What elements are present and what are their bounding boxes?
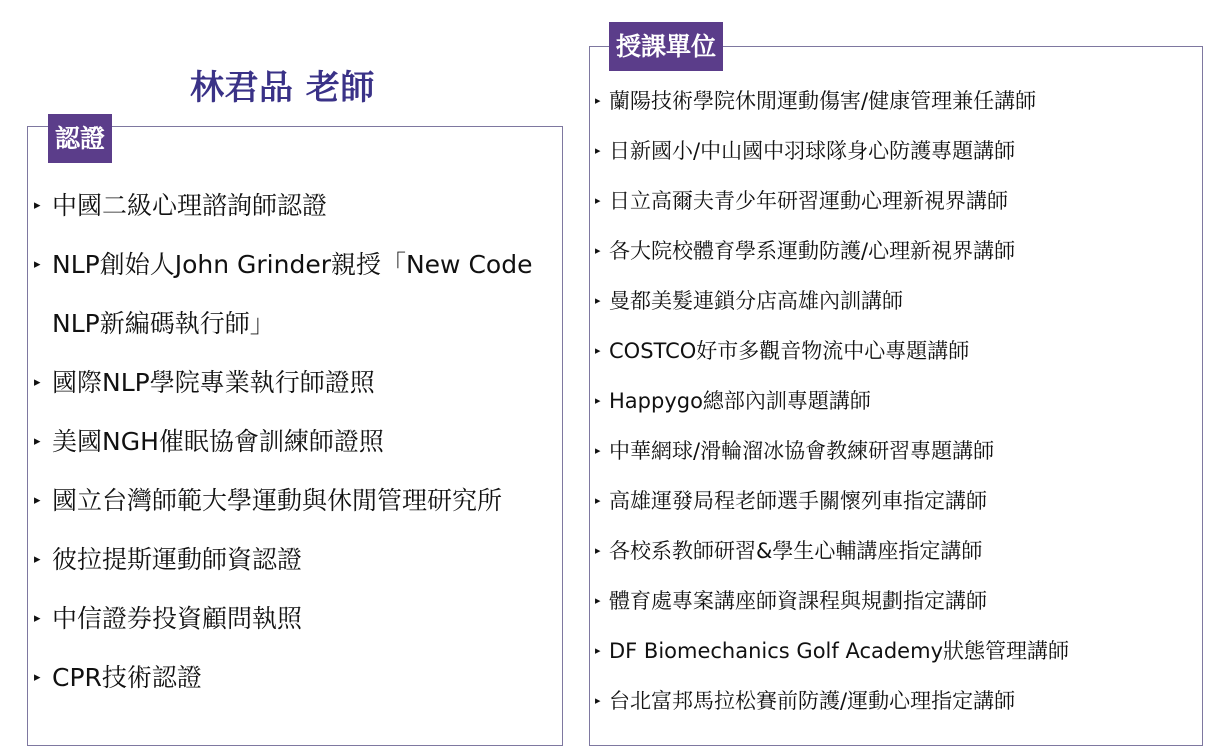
teaching-unit-text: 各大院校體育學系運動防護/心理新視界講師 [609, 239, 1016, 263]
certification-item [34, 648, 558, 707]
teaching-unit-item [595, 576, 1201, 626]
certifications-heading: 認證 [48, 114, 112, 163]
teaching-unit-text: 體育處專案講座師資課程與規劃指定講師 [609, 589, 987, 613]
teaching-unit-item [595, 76, 1201, 126]
bullet-icon: ▸ [34, 552, 41, 567]
bullet-icon: ▸ [34, 434, 41, 449]
teaching-unit-text: Happygo總部內訓專題講師 [609, 389, 871, 413]
teaching-units-heading: 授課單位 [609, 22, 723, 71]
bullet-icon: ▸ [34, 670, 41, 685]
teaching-unit-text: DF Biomechanics Golf Academy狀態管理講師 [609, 639, 1069, 663]
bullet-icon: ▸ [34, 198, 41, 213]
teaching-unit-item [595, 176, 1201, 226]
certification-text: 彼拉提斯運動師資認證 [52, 545, 303, 574]
bullet-icon: ▸ [595, 544, 601, 557]
bullet-icon: ▸ [595, 644, 601, 657]
teaching-unit-item [595, 276, 1201, 326]
teaching-unit-text: 中華網球/滑輪溜冰協會教練研習專題講師 [609, 439, 995, 463]
bullet-icon: ▸ [595, 244, 601, 257]
bullet-icon: ▸ [34, 493, 41, 508]
bullet-icon: ▸ [595, 444, 601, 457]
certification-text: CPR技術認證 [52, 663, 202, 692]
bullet-icon: ▸ [595, 94, 601, 107]
teaching-unit-item [595, 526, 1201, 576]
bullet-icon: ▸ [595, 594, 601, 607]
teaching-unit-item [595, 226, 1201, 276]
bullet-icon: ▸ [595, 144, 601, 157]
teacher-name: 林君品 老師 [190, 68, 375, 108]
teaching-unit-text: 各校系教師研習&學生心輔講座指定講師 [609, 539, 983, 563]
bullet-icon: ▸ [595, 194, 601, 207]
certifications-list [34, 176, 558, 707]
teaching-units-list [595, 76, 1201, 726]
certification-item [34, 412, 558, 471]
certification-text: 美國NGH催眠協會訓練師證照 [52, 427, 384, 456]
teaching-unit-item [595, 626, 1201, 676]
bullet-icon: ▸ [34, 611, 41, 626]
bullet-icon: ▸ [595, 394, 601, 407]
teaching-unit-text: 台北富邦馬拉松賽前防護/運動心理指定講師 [609, 689, 1016, 713]
teaching-unit-item [595, 426, 1201, 476]
teaching-unit-item [595, 126, 1201, 176]
certification-item [34, 235, 558, 353]
certification-item [34, 589, 558, 648]
certification-text: 中信證券投資顧問執照 [52, 604, 303, 633]
bullet-icon: ▸ [595, 294, 601, 307]
bullet-icon: ▸ [34, 375, 41, 390]
teaching-unit-text: 蘭陽技術學院休閒運動傷害/健康管理兼任講師 [609, 89, 1037, 113]
certification-text: 國立台灣師範大學運動與休閒管理研究所 [52, 486, 503, 515]
bullet-icon: ▸ [34, 257, 41, 272]
certification-item [34, 176, 558, 235]
certification-item [34, 353, 558, 412]
teaching-unit-text: COSTCO好市多觀音物流中心專題講師 [609, 339, 970, 363]
certification-text: 中國二級心理諮詢師認證 [52, 191, 328, 220]
certification-text: NLP創始人John Grinder親授「New Code NLP新編碼執行師」 [52, 250, 533, 338]
teaching-unit-text: 高雄運發局程老師選手關懷列車指定講師 [609, 489, 987, 513]
teaching-unit-text: 曼都美髮連鎖分店高雄內訓講師 [609, 289, 903, 313]
teaching-unit-item [595, 376, 1201, 426]
certification-item [34, 471, 558, 530]
bullet-icon: ▸ [595, 494, 601, 507]
bullet-icon: ▸ [595, 344, 601, 357]
teaching-unit-text: 日新國小/中山國中羽球隊身心防護專題講師 [609, 139, 1016, 163]
bullet-icon: ▸ [595, 694, 601, 707]
certification-text: 國際NLP學院專業執行師證照 [52, 368, 375, 397]
teaching-unit-item [595, 476, 1201, 526]
certification-item [34, 530, 558, 589]
teaching-unit-item [595, 676, 1201, 726]
teaching-unit-text: 日立高爾夫青少年研習運動心理新視界講師 [609, 189, 1008, 213]
teaching-unit-item [595, 326, 1201, 376]
